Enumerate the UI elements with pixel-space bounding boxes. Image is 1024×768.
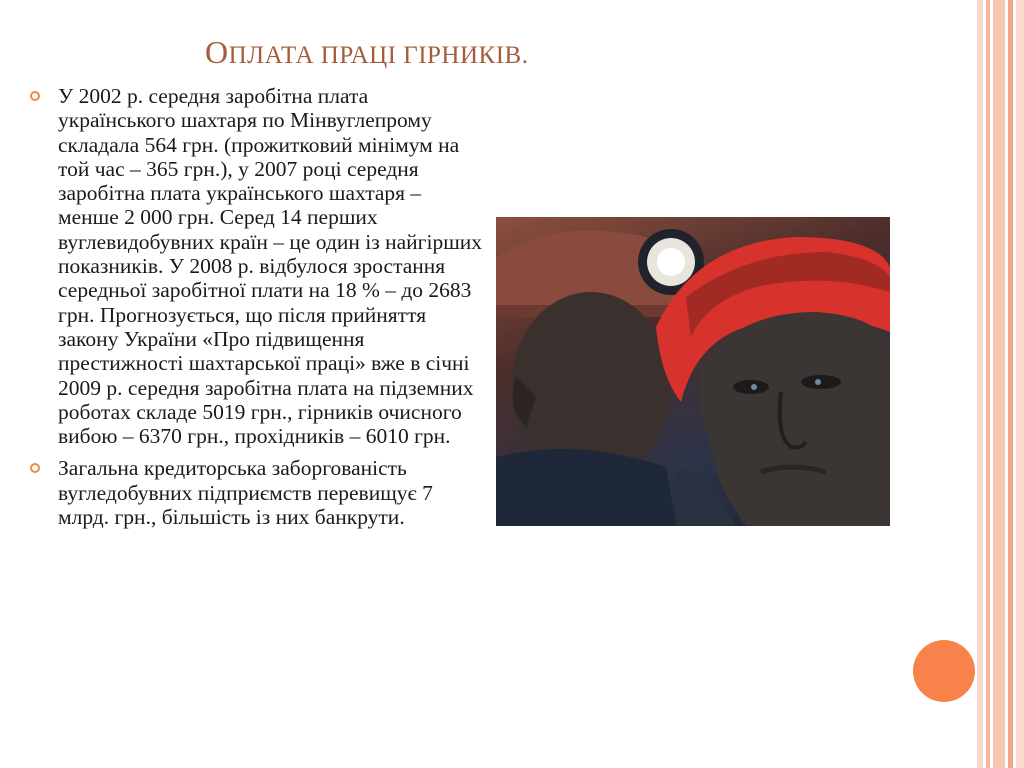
bullet-item — [28, 456, 483, 529]
miners-photo — [496, 217, 890, 526]
slide-title-rest: ПЛАТА ПРАЦІ ГІРНИКІВ. — [228, 42, 529, 69]
accent-circle — [913, 640, 975, 702]
bullet-text: Загальна кредиторська заборгованість вугледобувних підприємств перевищує 7 млрд. грн., більшість із них банкрути. — [58, 456, 433, 530]
bullet-text: У 2002 р. середня заробітна плата українського шахтаря по Мінвуглепрому складала 564 грн. (прожитковий мінімум на той час – 365 грн.), у 2007 році середня заробітна плата українського шахтаря – менше 2 000 грн. Серед 14 перших вуглевидобувних країн – це один із найгірших показників. У 2008 р. відбулося зростання середньої заробітної плати на 18 % – до 2683 грн. Прогнозується, що після прийняття закону України «Про підвищення престижності шахтарської праці» вже в січні 2009 р. середня заробітна плата на підземних роботах складе 5019 грн., гірників очисного вибою – 6370 грн., прохідників – 6010 грн. — [58, 84, 483, 449]
bullet-list — [28, 84, 483, 537]
bullet-circle-icon — [30, 463, 40, 473]
decorative-stripe — [1016, 0, 1024, 768]
bullet-item — [28, 84, 483, 448]
miners-illustration — [496, 217, 890, 526]
slide-title-initial: О — [205, 34, 229, 70]
decorative-stripe — [977, 0, 983, 768]
decorative-stripe — [993, 0, 1005, 768]
decorative-stripe — [1008, 0, 1013, 768]
bullet-circle-icon — [30, 91, 40, 101]
decorative-stripe — [986, 0, 990, 768]
slide-title — [205, 34, 528, 71]
